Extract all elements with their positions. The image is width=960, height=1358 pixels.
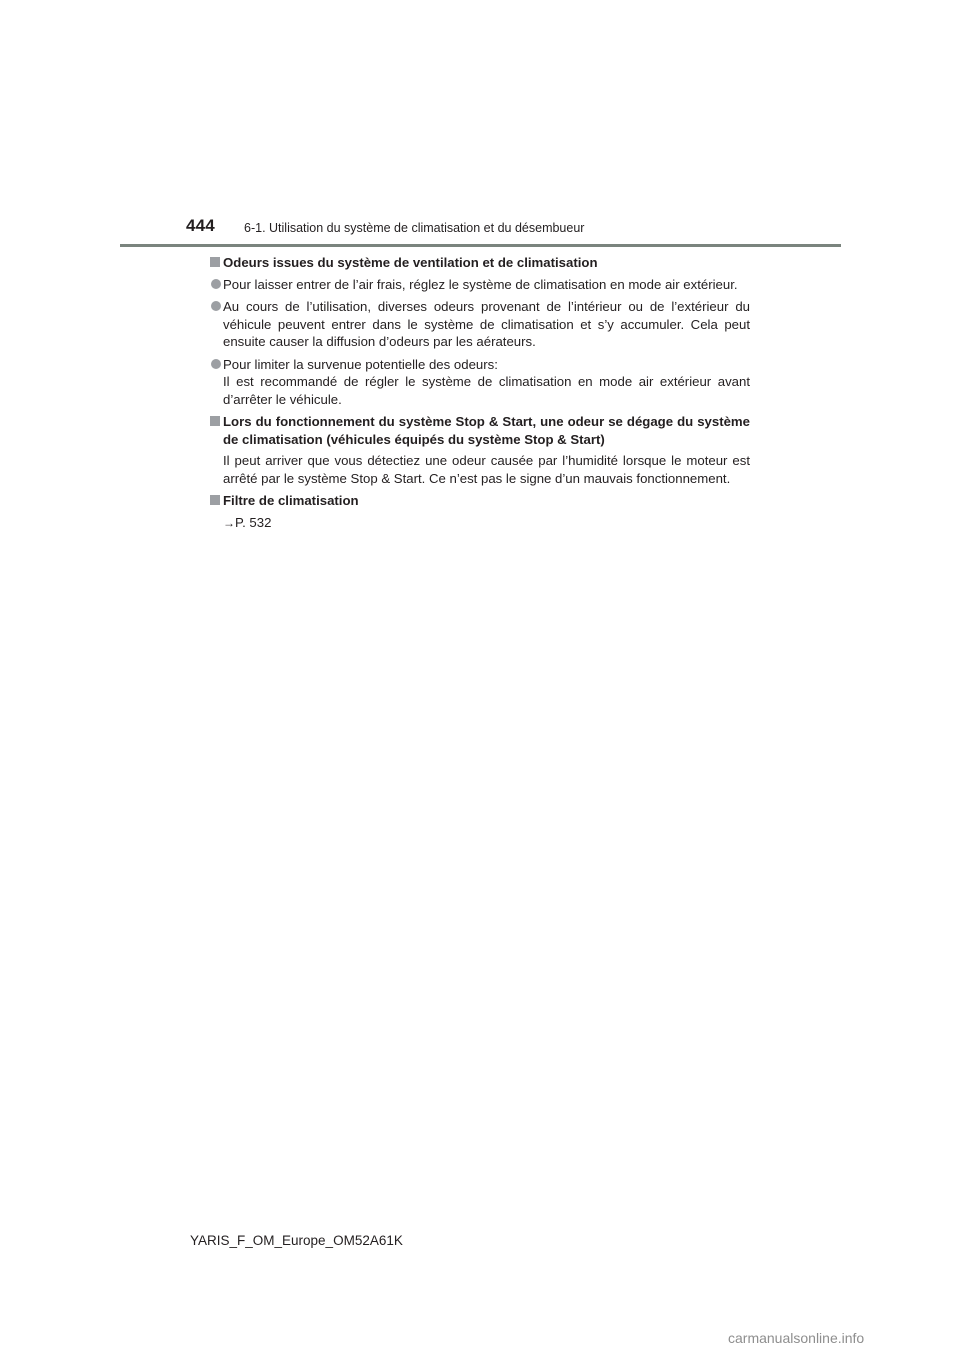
bullet-item: [209, 276, 750, 294]
square-bullet-icon: [210, 257, 220, 267]
page-reference[interactable]: [209, 514, 750, 533]
bullet-text: Au cours de l’utilisation, diverses odeurs provenant de l’intérieur ou de l’extérieur du véhicule peuvent entrer dans le système de climatisation et s’y accumuler. Cela peut ensuite causer la diffusion d’odeurs par les aérateurs.: [223, 299, 750, 349]
section-heading: [209, 492, 750, 510]
section-paragraph: Il peut arriver que vous détectiez une odeur causée par l’humidité lorsque le moteur est arrêté par le système Stop & Start. Ce n’est pas le signe d’un mauvais fonctionnement.: [223, 453, 750, 486]
heading-text: Lors du fonctionnement du système Stop & Start, une odeur se dégage du système de climatisation (véhicules équipés du système Stop & Start): [223, 414, 750, 447]
section-filtre: [209, 492, 750, 532]
page-number: 444: [186, 216, 215, 235]
section-heading: [209, 413, 750, 448]
bullet-text-continued: Il est recommandé de régler le système de climatisation en mode air extérieur avant d’arrêter le véhicule.: [223, 374, 750, 407]
heading-text: Filtre de climatisation: [223, 493, 359, 508]
bullet-text: Pour laisser entrer de l’air frais, réglez le système de climatisation en mode air extérieur.: [223, 276, 738, 292]
circle-bullet-icon: [211, 359, 221, 369]
bullet-item: [209, 356, 750, 409]
section-heading: [209, 254, 750, 272]
chapter-title: 6-1. Utilisation du système de climatisation et du désembueur: [244, 221, 585, 235]
section-stop-start: [209, 413, 750, 487]
square-bullet-icon: [210, 495, 220, 505]
page-reference-text: P. 532: [235, 514, 272, 530]
document-code: YARIS_F_OM_Europe_OM52A61K: [190, 1233, 403, 1248]
watermark: carmanualsonline.info: [728, 1330, 865, 1346]
page-content: [209, 254, 750, 534]
bullet-item: [209, 298, 750, 351]
bullet-text: Pour limiter la survenue potentielle des odeurs:: [223, 356, 498, 372]
circle-bullet-icon: [211, 279, 221, 289]
heading-text: Odeurs issues du système de ventilation et de climatisation: [223, 255, 598, 270]
arrow-right-icon: →: [223, 515, 235, 530]
section-odeurs: [209, 254, 750, 408]
header-rule: [120, 244, 841, 247]
square-bullet-icon: [210, 416, 220, 426]
circle-bullet-icon: [211, 301, 221, 311]
